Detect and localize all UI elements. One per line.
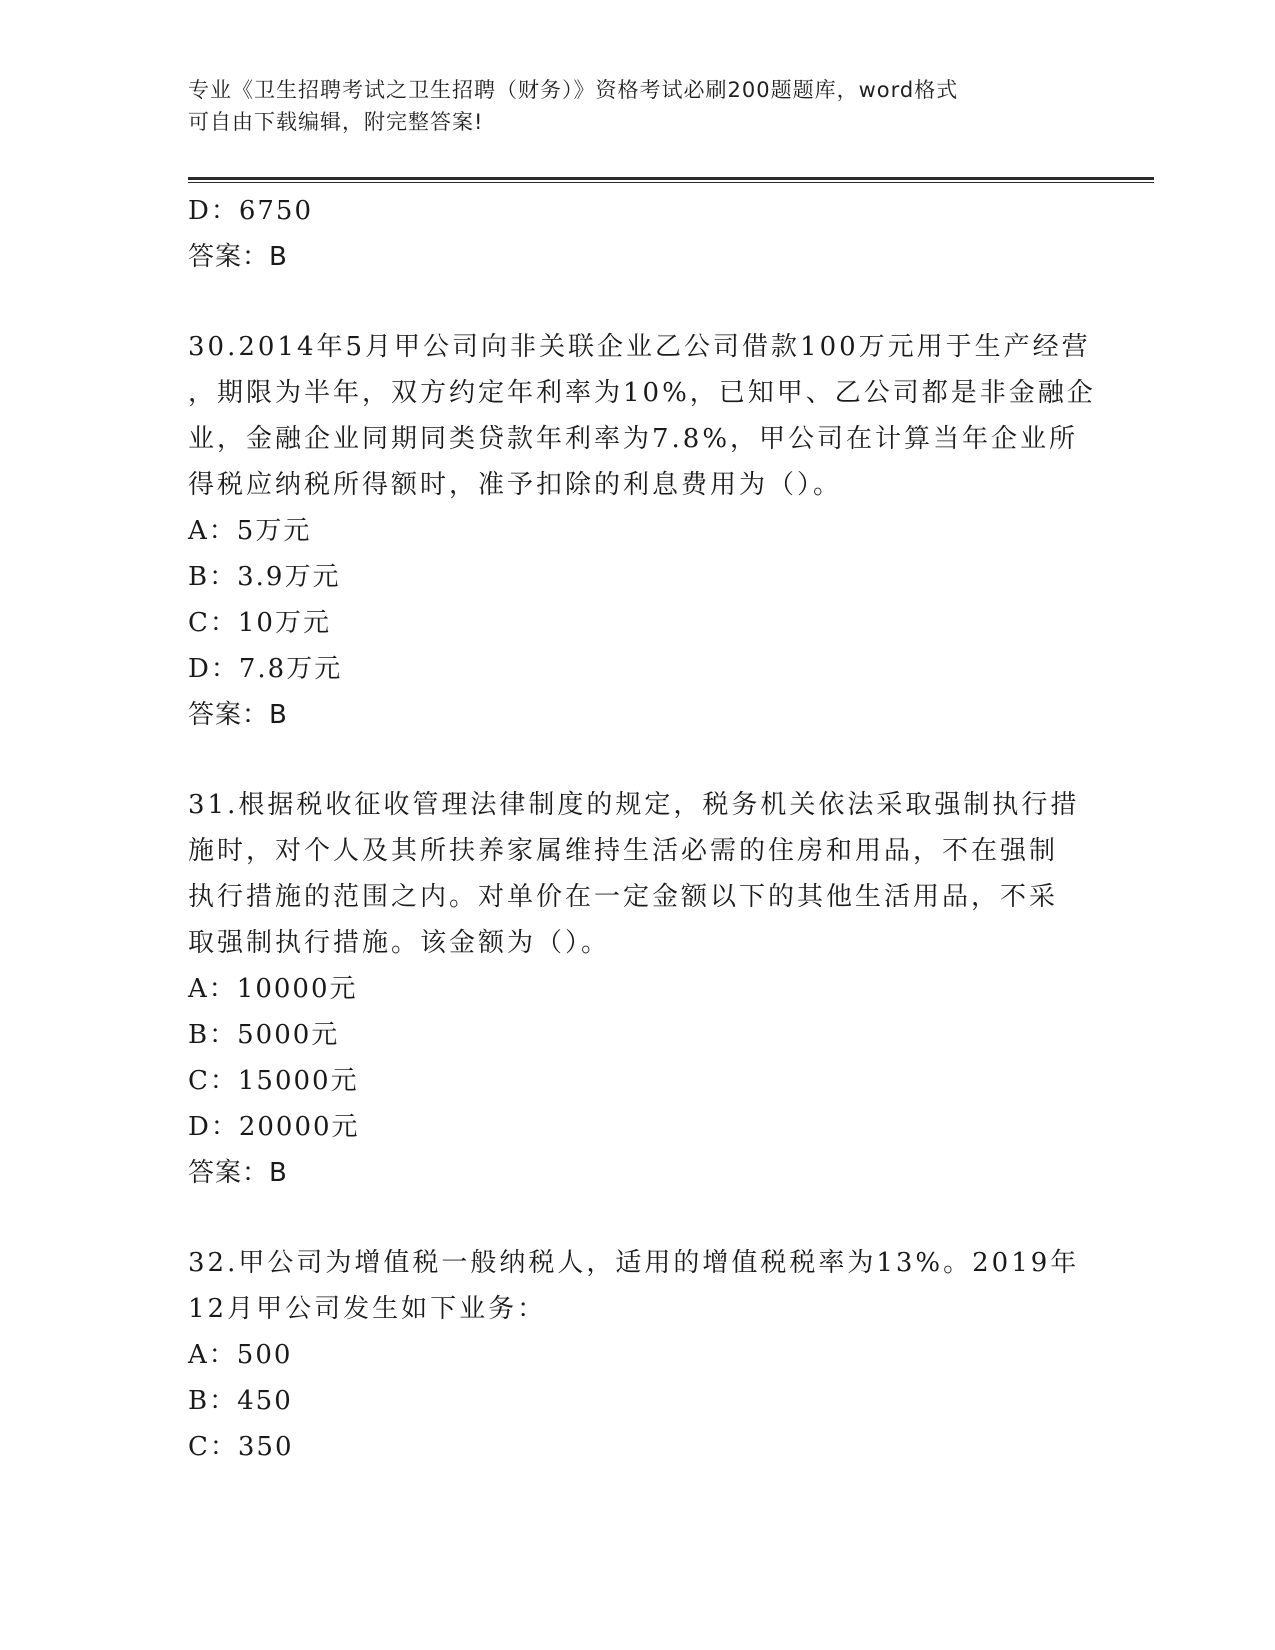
question-32-option-c: C：350 — [188, 1432, 294, 1462]
question-30-stem-line: 得税应纳税所得额时，准予扣除的利息费用为（）。 — [188, 470, 843, 500]
question-32-stem-line: 32.甲公司为增值税一般纳税人，适用的增值税税率为13%。2019年 — [188, 1248, 1080, 1278]
header-title-line-1: 专业《卫生招聘考试之卫生招聘（财务）》资格考试必刷200题题库，word格式 — [188, 78, 959, 102]
question-31-stem-line: 31.根据税收征收管理法律制度的规定，税务机关依法采取强制执行措 — [188, 790, 1080, 820]
question-30-stem-line: ，期限为半年，双方约定年利率为10%，已知甲、乙公司都是非金融企 — [188, 378, 1096, 408]
question-30-option-a: A：5万元 — [188, 516, 312, 546]
question-32-option-a: A：500 — [188, 1340, 293, 1370]
question-31-stem-line: 施时，对个人及其所扶养家属维持生活必需的住房和用品，不在强制 — [188, 836, 1059, 866]
question-29-answer: 答案：B — [188, 242, 288, 272]
question-31-option-d: D：20000元 — [188, 1112, 360, 1142]
question-30-stem-line: 业，金融企业同期同类贷款年利率为7.8%，甲公司在计算当年企业所 — [188, 424, 1079, 454]
question-32-stem-line: 12月甲公司发生如下业务： — [188, 1294, 547, 1324]
question-31-option-a: A：10000元 — [188, 974, 358, 1004]
question-30-option-c: C：10万元 — [188, 608, 331, 638]
question-31 — [188, 782, 1088, 966]
question-30-stem-line: 30.2014年5月甲公司向非关联企业乙公司借款100万元用于生产经营 — [188, 332, 1091, 362]
header-divider-thick — [188, 177, 1154, 180]
question-32 — [188, 1240, 1088, 1332]
question-30-answer: 答案：B — [188, 700, 288, 730]
spacer — [188, 738, 1088, 782]
question-31-stem-line: 取强制执行措施。该金额为（）。 — [188, 928, 611, 958]
spacer — [188, 1196, 1088, 1240]
question-29-option-d: D：6750 — [188, 196, 314, 226]
question-31-stem-line: 执行措施的范围之内。对单价在一定金额以下的其他生活用品，不采 — [188, 882, 1059, 912]
header-divider-thin — [188, 182, 1154, 183]
question-30-option-d: D：7.8万元 — [188, 654, 343, 684]
question-31-answer: 答案：B — [188, 1158, 288, 1188]
spacer — [188, 280, 1088, 324]
question-30 — [188, 324, 1096, 508]
question-32-option-b: B：450 — [188, 1386, 293, 1416]
question-31-option-b: B：5000元 — [188, 1020, 340, 1050]
document-body — [188, 188, 1096, 1470]
question-31-option-c: C：15000元 — [188, 1066, 359, 1096]
question-30-option-b: B：3.9万元 — [188, 562, 341, 592]
page-header — [188, 74, 1068, 138]
header-title-line-2: 可自由下载编辑，附完整答案! — [188, 110, 484, 134]
